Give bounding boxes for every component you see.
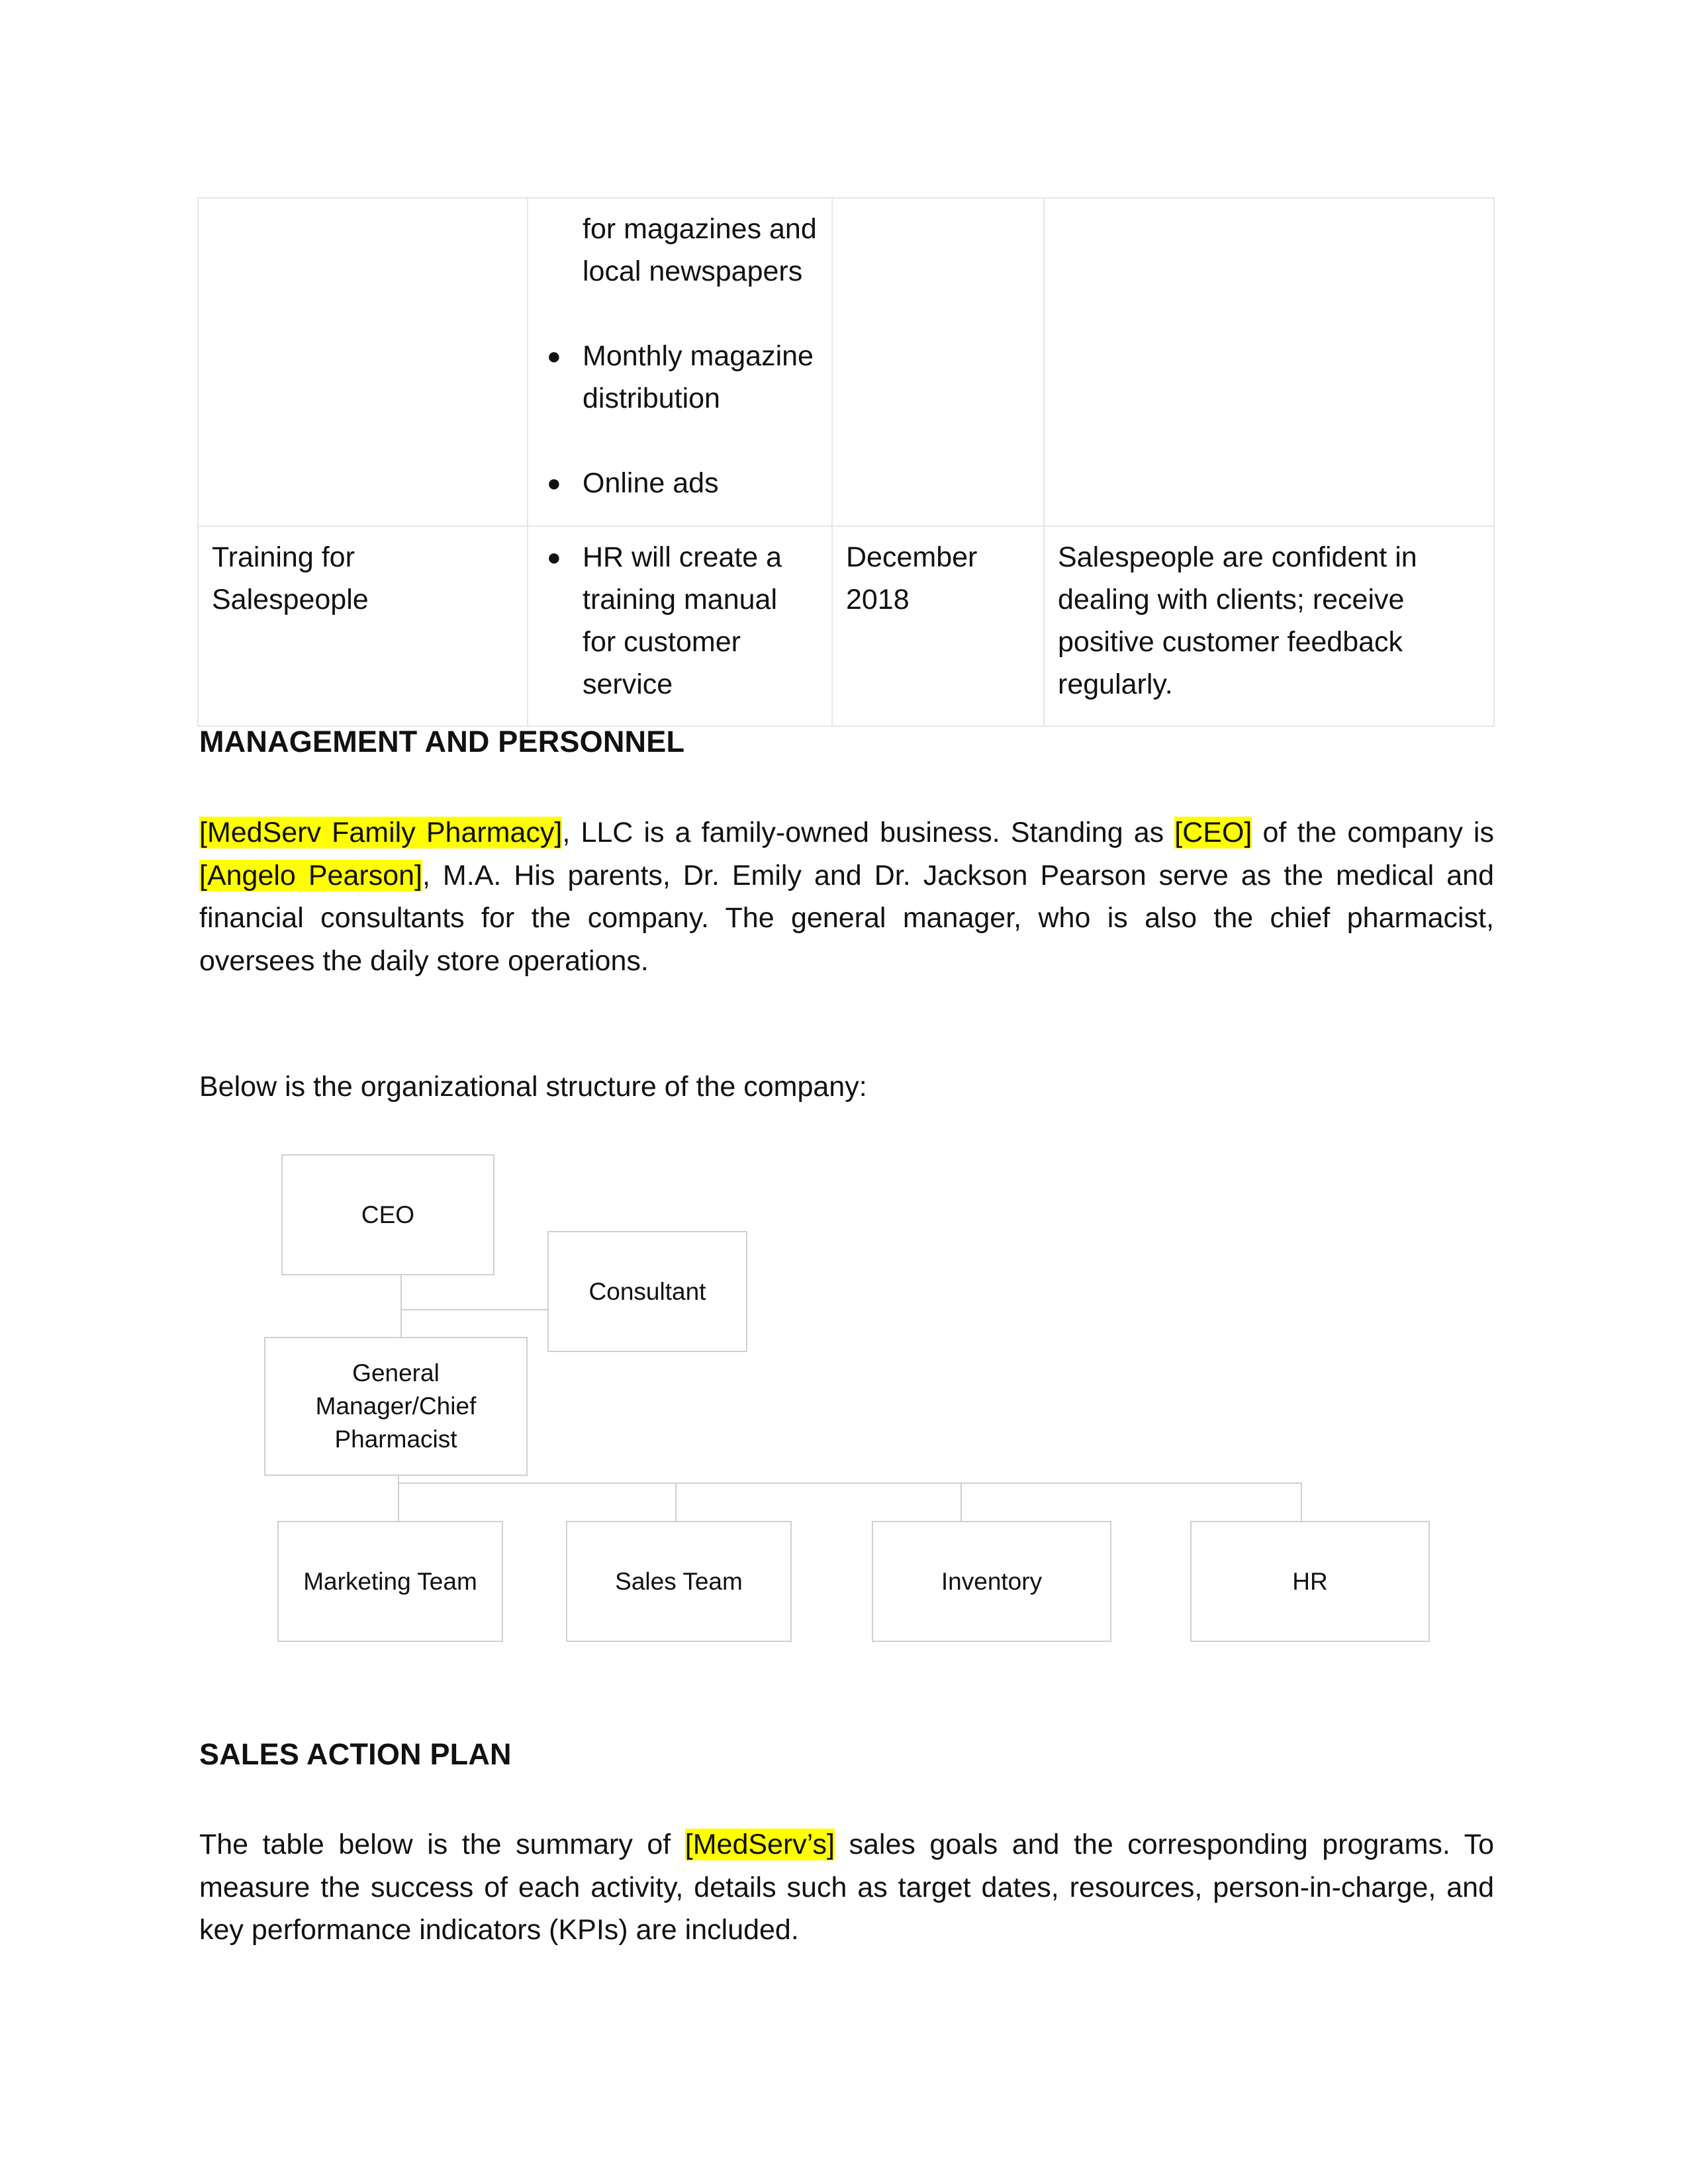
programs-list [541,536,818,705]
connector-line [398,1482,1302,1484]
program-text: HR will create a training manual for customer service [583,541,782,700]
org-intro-text: Below is the organizational structure of the company: [199,1071,867,1103]
org-box-general-manager: General Manager/Chief Pharmacist [264,1337,528,1476]
company-name-highlight: [MedServ Family Pharmacy] [199,817,563,848]
connector-line [398,1472,399,1521]
management-heading: MANAGEMENT AND PERSONNEL [199,725,685,758]
program-text: for magazines and local newspapers [583,213,817,287]
list-item [541,462,818,504]
paragraph-text: , LLC is a family-owned business. Standing as [562,817,1175,848]
paragraph-text: , M.A. His parents, Dr. Emily and Dr. Jackson Pearson serve as the medical and financial consultants for the company. The general manager, who is also the chief pharmacist, oversees the daily store operations. [199,859,1494,977]
activity-cell: Training for Salespeople [198,526,528,726]
date-cell [832,198,1044,526]
program-text: Online ads [583,467,719,499]
sales-plan-paragraph [199,1823,1494,1952]
connector-line [400,1309,547,1310]
company-possessive-highlight: [MedServ’s] [684,1829,835,1860]
ceo-name-highlight: [Angelo Pearson] [199,859,422,891]
org-box-ceo: CEO [281,1154,494,1275]
sales-plan-heading: SALES ACTION PLAN [199,1737,512,1771]
sales-plan-table [197,197,1495,727]
list-item [541,335,818,420]
list-item [541,536,818,705]
paragraph-text: The table below is the summary of [199,1829,685,1860]
role-highlight: [CEO] [1174,817,1252,848]
org-box-consultant: Consultant [547,1231,747,1352]
date-cell: December 2018 [832,526,1044,726]
connector-line [961,1482,962,1521]
kpi-cell: Salespeople are confident in dealing with clients; receive positive customer feedback regularly. [1044,526,1494,726]
org-box-marketing: Marketing Team [277,1521,503,1642]
org-box-inventory: Inventory [872,1521,1111,1642]
list-item [541,208,818,293]
paragraph-text: sales goals and the corresponding programs. To measure the success of each activity, details such as target dates, resources, person-in-charge, and key performance indicators (KPIs) are included. [199,1829,1494,1946]
program-text: Monthly magazine distribution [583,340,814,414]
programs-list [541,208,818,504]
activity-cell [198,198,528,526]
programs-cell [528,526,832,726]
connector-line [400,1267,402,1337]
kpi-cell [1044,198,1494,526]
management-paragraph [199,811,1494,982]
org-box-sales: Sales Team [566,1521,792,1642]
programs-cell [528,198,832,526]
bullet-icon: ● [547,342,561,369]
paragraph-text: of the company is [1252,817,1494,848]
org-box-hr: HR [1190,1521,1430,1642]
table-row [198,526,1494,726]
bullet-icon: ● [547,469,561,496]
table-row [198,198,1494,526]
connector-line [675,1482,677,1521]
bullet-icon: ● [547,543,561,570]
connector-line [1301,1482,1302,1521]
